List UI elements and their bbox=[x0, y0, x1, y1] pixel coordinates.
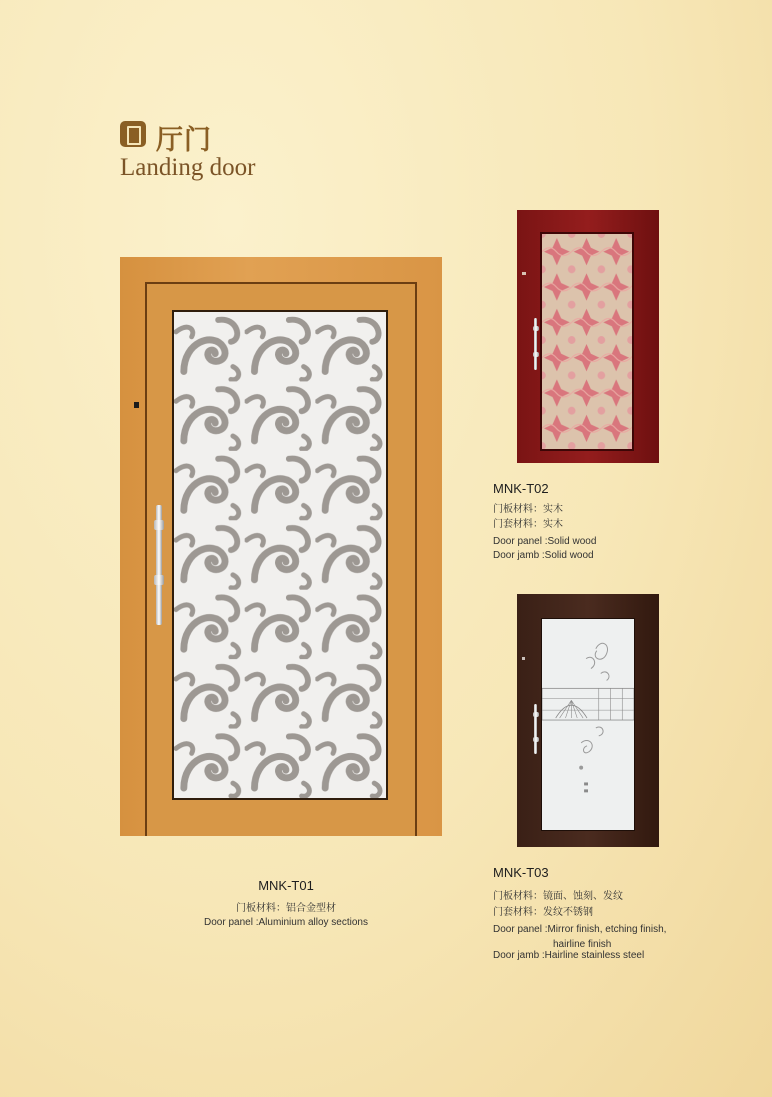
lock-icon bbox=[522, 657, 525, 660]
jamb-material-cn: 门套材料：发纹不锈钢 bbox=[493, 907, 593, 918]
handle-mount-top bbox=[154, 520, 164, 530]
door-panel-en-cont: hairline finish bbox=[553, 939, 612, 950]
jamb-material-cn: 门套材料：实木 bbox=[493, 519, 563, 530]
model-name-mnk-t03: MNK-T03 bbox=[493, 865, 549, 880]
glass-panel-pink-pattern bbox=[540, 232, 634, 451]
lock-icon bbox=[522, 272, 526, 275]
panel-material-cn: 门板材料：镜面、蚀刻、发纹 bbox=[493, 891, 623, 902]
section-title-en: Landing door bbox=[120, 154, 256, 181]
handle-mount-bottom bbox=[533, 737, 539, 742]
door-panel-en: Door panel :Aluminium alloy sections bbox=[204, 917, 368, 928]
handle-mount-bottom bbox=[154, 575, 164, 585]
section-title-cn: 厅门 bbox=[156, 125, 212, 156]
handle-mount-bottom bbox=[533, 352, 539, 357]
glass-panel-scroll-pattern bbox=[172, 310, 388, 800]
panel-material-cn: 门板材料：实木 bbox=[493, 504, 563, 515]
lock-icon bbox=[134, 402, 139, 408]
door-icon bbox=[120, 121, 146, 147]
glass-panel-etched bbox=[541, 618, 635, 831]
panel-material-cn: 门板材料：铝合金型材 bbox=[236, 903, 336, 914]
model-name-mnk-t02: MNK-T02 bbox=[493, 481, 549, 496]
door-panel-en: Door panel :Solid wood bbox=[493, 536, 597, 547]
model-name-mnk-t01: MNK-T01 bbox=[258, 878, 314, 893]
door-jamb-en: Door jamb :Solid wood bbox=[493, 550, 594, 561]
door-panel-en: Door panel :Mirror finish, etching finish, bbox=[493, 924, 667, 935]
door-jamb-en: Door jamb :Hairline stainless steel bbox=[493, 950, 645, 961]
handle-mount-top bbox=[533, 326, 539, 331]
handle-mount-top bbox=[533, 712, 539, 717]
